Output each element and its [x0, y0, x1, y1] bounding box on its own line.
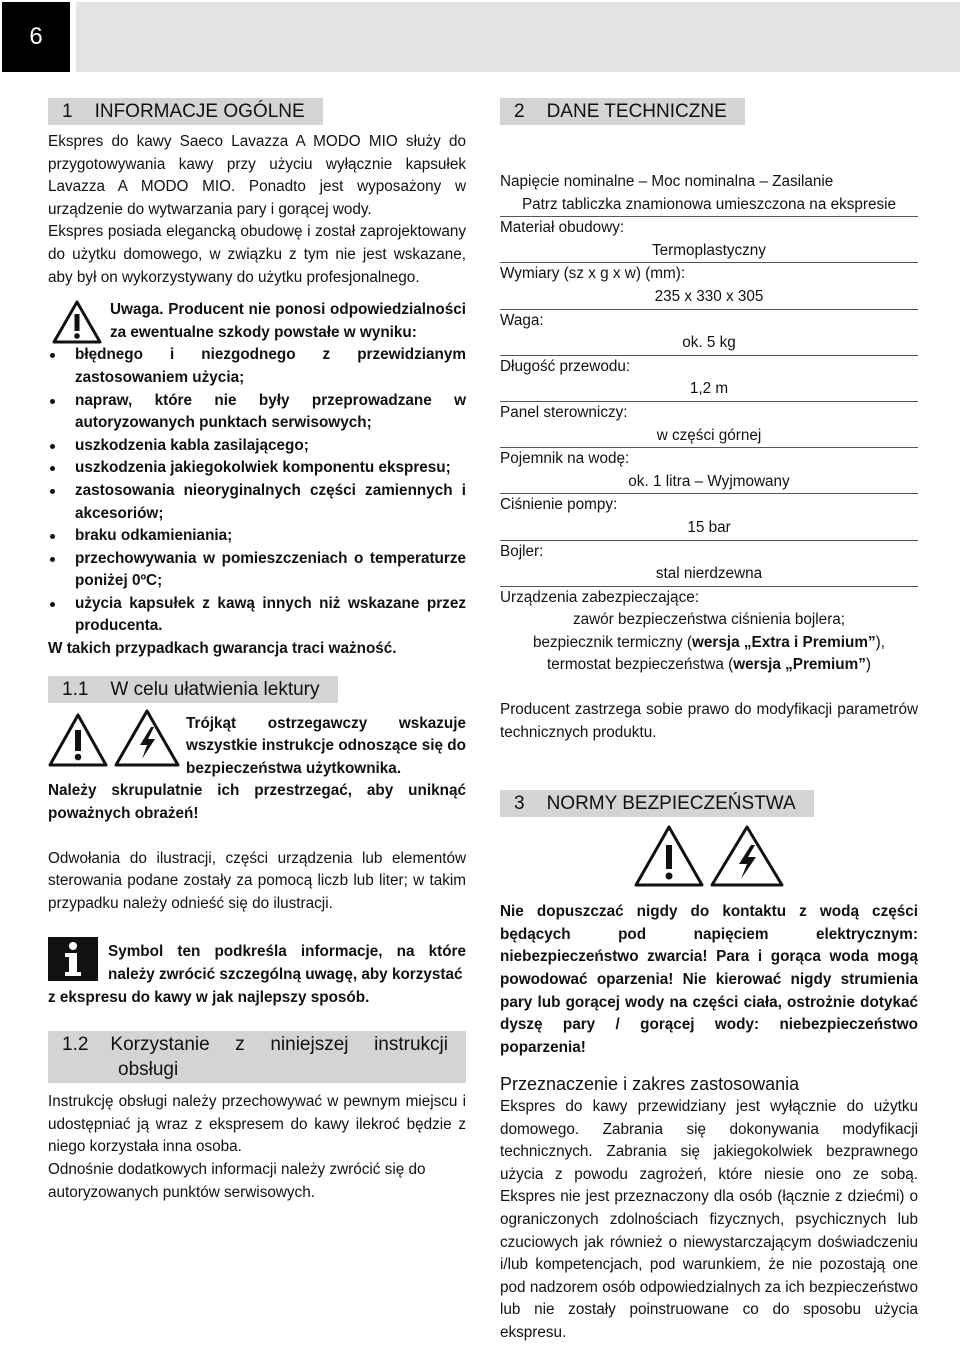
purpose-heading: Przeznaczenie i zakres zastosowania: [500, 1074, 800, 1095]
list-item: użycia kapsułek z kawą innych niż wskazane przez producenta.: [48, 593, 466, 638]
section-title: Korzystanie z niniejszej instrukcji: [110, 1034, 448, 1056]
electric-hazard-icon: [114, 709, 180, 767]
section-title: NORMY BEZPIECZEŃSTWA: [546, 793, 796, 815]
spec-label: Długość przewodu:: [500, 357, 631, 375]
text-run: ): [865, 656, 871, 674]
spec-value: Termoplastyczny: [500, 240, 918, 264]
section-1-1-heading: [48, 676, 338, 703]
list-item: zastosowania nieoryginalnych części zamiennych i akcesoriów;: [48, 480, 466, 525]
list-item: błędnego i niezgodnego z przewidzianym zastosowaniem użycia;: [48, 344, 466, 389]
spec-value: ok. 1 litra – Wyjmowany: [500, 471, 918, 495]
info-explanation-cont: z ekspresu do kawy w jak najlepszy sposób.: [48, 988, 370, 1006]
section-title-cont: obsługi: [118, 1059, 179, 1081]
list-item: napraw, które nie były przeprowadzane w autoryzowanych punktach serwisowych;: [48, 390, 466, 435]
page-header: [0, 0, 960, 74]
spec-value: [500, 632, 918, 655]
warning-triangle-icon: [52, 300, 102, 344]
warning-triangle-icon: [48, 713, 108, 767]
electric-hazard-icon: [710, 825, 784, 887]
info-symbol-block: [48, 937, 466, 986]
triangle-explanation-cont: Należy skrupulatnie ich przestrzegać, aby uniknąć poważnych obrażeń!: [48, 782, 466, 823]
spec-label: Ciśnienie pompy:: [500, 496, 618, 514]
spec-value: [500, 654, 918, 677]
list-item: uszkodzenia kabla zasilającego;: [48, 435, 466, 458]
spec-label: Panel sterowniczy:: [500, 403, 628, 421]
warning-triangle-icon: [634, 825, 704, 887]
spec-label: Materiał obudowy:: [500, 219, 625, 237]
list-item: braku odkamieniania;: [48, 525, 466, 548]
section-number: 1.1: [62, 678, 89, 700]
info-explanation: Symbol ten podkreśla informacje, na które należy zwrócić szczególną uwagę, aby korzystać: [108, 943, 466, 983]
liability-list: [48, 344, 466, 638]
info-icon: [48, 937, 98, 981]
danger-warning: Nie dopuszczać nigdy do kontaktu z wodą części będących pod napięciem elektrycznym: niebezpieczeństwo zwarcia! Para i gorąca woda mogą powodować oparzenia! Nie kierować nigdy strumienia pary lub gorącej wody na części ciała, ostrożnie dotykać dyszę pary / gorącej wody: niebezpieczeństwo poparzenia!: [500, 903, 918, 1056]
spec-label: Wymiary (sz x g x w) (mm):: [500, 265, 686, 283]
section-title: INFORMACJE OGÓLNE: [94, 101, 305, 122]
spec-value: Patrz tabliczka znamionowa umieszczona na ekspresie: [500, 194, 918, 218]
section-3-heading: [500, 790, 814, 817]
section-2-heading: [500, 98, 745, 125]
text-run: ),: [875, 633, 885, 651]
hazard-icons: [500, 825, 918, 887]
spec-label: Pojemnik na wodę:: [500, 450, 630, 468]
header-band: [76, 2, 960, 72]
purpose-paragraph: Ekspres do kawy przewidziany jest wyłącznie do użytku domowego. Zabrania się dokonywania modyfikacji technicznych. Zabrania się jakiegokolwiek bezprawnego użycia z powodu zagrożeń, które niesie ono ze sobą. Ekspres nie jest przeznaczony dla osób (łącznie z dziećmi) o ograniczonych zdolnościach fizycznych, psychicznych lub czuciowych jak również o niewystarczającym doświadczeniu i/lub kompetencjach, pod warunkiem, że nie pozostają one pod nadzorem osób odpowiedzialnych za ich bezpieczeństwo lub nie zostały poinstruowane co do sposobu użycia ekspresu.: [500, 1098, 918, 1341]
text-run: bezpiecznik termiczny (: [533, 633, 692, 651]
warranty-note: W takich przypadkach gwarancja traci ważność.: [48, 640, 397, 658]
list-item: przechowywania w pomieszczeniach o temperaturze poniżej 0ºC;: [48, 548, 466, 593]
section-number: 3: [514, 793, 525, 815]
section-1-heading: [48, 98, 323, 125]
page-number: 6: [2, 2, 70, 72]
liability-warning: [48, 299, 466, 344]
text-run: wersja „Premium”: [733, 656, 866, 674]
spec-label: Bojler:: [500, 542, 544, 560]
housing-paragraph: Ekspres posiada elegancką obudowę i został zaprojektowany do użytku domowego, w związku z tym nie jest wskazane, aby był on wykorzystywany do użytku profesjonalnego.: [48, 223, 466, 286]
spec-label: Napięcie nominalne – Moc nominalna – Zasilanie: [500, 173, 834, 190]
spec-value: 1,2 m: [500, 378, 918, 402]
list-item: uszkodzenia jakiegokolwiek komponentu ekspresu;: [48, 457, 466, 480]
spec-value: ok. 5 kg: [500, 332, 918, 356]
spec-value: 15 bar: [500, 517, 918, 541]
liability-text: Uwaga. Producent nie ponosi odpowiedzialności za ewentualne szkody powstałe w wyniku:: [110, 301, 466, 341]
producer-note: Producent zastrzega sobie prawo do modyfikacji parametrów technicznych produktu.: [500, 701, 918, 741]
spec-value: stal nierdzewna: [500, 563, 918, 587]
triangle-explanation: Trójkąt ostrzegawczy wskazuje wszystkie instrukcje odnoszące się do bezpieczeństwa użytkownika.: [186, 714, 466, 777]
spec-value: zawór bezpieczeństwa ciśnienia bojlera;: [572, 611, 846, 629]
left-column: [48, 98, 466, 1204]
section-number: 1: [62, 101, 73, 122]
service-paragraph: Odnośnie dodatkowych informacji należy zwrócić się do autoryzowanych punktów serwisowych.: [48, 1160, 426, 1201]
spec-label: Urządzenia zabezpieczające:: [500, 588, 699, 606]
section-1-2-heading: [48, 1031, 466, 1083]
intro-paragraph: Ekspres do kawy Saeco Lavazza A MODO MIO służy do przygotowywania kawy przy użyciu wyłącznie kapsułek Lavazza A MODO MIO. Ponadto jest wyposażony w urządzenie do wytwarzania pary i gorącej wody.: [48, 133, 466, 218]
storage-paragraph: Instrukcję obsługi należy przechowywać w pewnym miejscu i udostępniać ją wraz z ekspresem do kawy ilekroć będzie z niego korzystała inna osoba.: [48, 1093, 466, 1156]
spec-label: Waga:: [500, 311, 544, 329]
section-title: W celu ułatwienia lektury: [110, 678, 320, 700]
section-number: 1.2: [62, 1034, 89, 1056]
references-paragraph: Odwołania do ilustracji, części urządzenia lub elementów sterowania podane zostały za pomocą liczb lub liter; w takim przypadku należy odnieść się do ilustracji.: [48, 849, 466, 912]
safety-symbols-block: [48, 709, 466, 781]
section-number: 2: [514, 101, 525, 122]
right-column: [500, 98, 918, 1345]
text-run: wersja „Extra i Premium”: [691, 633, 876, 651]
spec-list: [500, 171, 918, 677]
text-run: termostat bezpieczeństwa (: [547, 656, 734, 674]
spec-value: 235 x 330 x 305: [500, 286, 918, 310]
section-title: DANE TECHNICZNE: [546, 101, 727, 122]
spec-value: w części górnej: [500, 425, 918, 449]
